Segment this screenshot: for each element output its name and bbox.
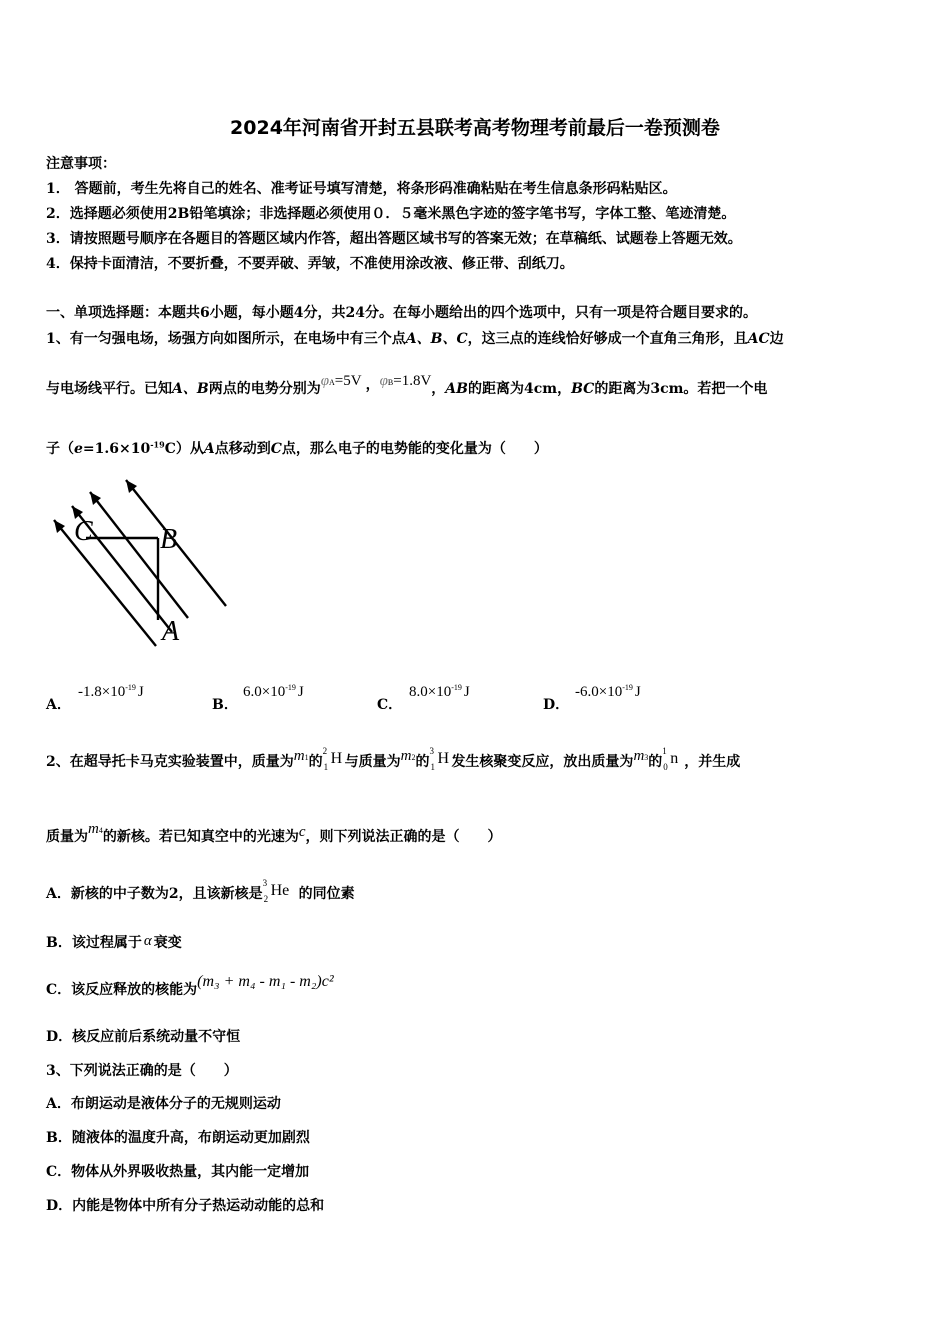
- q1-option-a[interactable]: [46, 694, 71, 714]
- page-title: 2024年河南省开封五县联考高考物理考前最后一卷预测卷: [230, 117, 720, 139]
- q2-stem-line1: [46, 748, 740, 776]
- text: ，并生成: [684, 754, 741, 770]
- q1-option-b-value: [243, 683, 304, 701]
- point-label: C: [270, 441, 282, 457]
- option-letter: D．: [543, 697, 570, 713]
- subscript: 3: [644, 753, 649, 762]
- unit: J: [297, 684, 304, 700]
- element: He: [270, 882, 290, 899]
- field-line: [90, 492, 188, 618]
- subscript: 4: [98, 826, 103, 835]
- label-a: A: [162, 616, 180, 647]
- points-label: A、B、C: [405, 331, 468, 347]
- label-c: C: [74, 516, 93, 547]
- energy-formula: (m₃ + m₄ - m₁ - m₂)c²: [197, 973, 334, 990]
- unit: J: [463, 684, 470, 700]
- q3-option-d[interactable]: D．内能是物体中所有分子热运动动能的总和: [46, 1198, 325, 1214]
- text: 点移动到: [214, 441, 271, 457]
- q2-option-d[interactable]: D．核反应前后系统动量不守恒: [46, 1029, 241, 1045]
- notice-item: 4．保持卡面清洁，不要折叠，不要弄破、弄皱，不准使用涂改液、修正带、刮纸刀。: [46, 256, 574, 272]
- text: ，则下列说法正确的是（ ）: [305, 829, 502, 845]
- text: C）从: [164, 441, 204, 457]
- text: 质量为: [46, 829, 88, 845]
- q2-stem-line2: [46, 821, 502, 846]
- notice-item: 2．选择题必须使用2B铅笔填涂；非选择题必须使用０．５毫米黑色字迹的签字笔书写，字体工整、笔迹清楚。: [46, 206, 736, 222]
- text: 点，那么电子的电势能的变化量为（ ）: [281, 441, 548, 457]
- text: ，: [365, 377, 380, 393]
- text: A．新核的中子数为2，且该新核是: [46, 886, 263, 902]
- subscript: A: [329, 378, 335, 387]
- m4-symbol: [88, 821, 103, 837]
- symbol: e: [74, 441, 83, 457]
- q1-option-d-value: [575, 683, 641, 701]
- m1-symbol: [294, 748, 309, 764]
- speed-of-light-symbol: c: [298, 824, 306, 840]
- q1-option-d[interactable]: [543, 694, 569, 714]
- mantissa: 6.0: [243, 684, 262, 700]
- mass-number: 1: [662, 746, 667, 756]
- unit: J: [137, 684, 144, 700]
- option-letter: C．: [377, 697, 403, 713]
- text: 的同位素: [298, 886, 355, 902]
- q1-option-c[interactable]: [377, 694, 402, 714]
- m: m: [633, 748, 645, 764]
- q2-option-b[interactable]: [46, 932, 182, 952]
- exponent: -19: [285, 683, 296, 692]
- text: 的距离为4cm，: [468, 381, 572, 397]
- segment-label: AC: [747, 331, 770, 347]
- value: =5V: [334, 373, 362, 389]
- m: m: [88, 821, 99, 837]
- mass-number: 3: [262, 878, 268, 888]
- phi-b-formula: φB=1.8V: [379, 373, 432, 389]
- tritium-symbol: [429, 748, 451, 776]
- m: m: [293, 748, 305, 764]
- q2-option-c[interactable]: [46, 973, 334, 999]
- times: ×10: [598, 684, 623, 700]
- subscript: 1: [304, 753, 309, 762]
- point-label: A: [203, 441, 215, 457]
- atomic-number: 1: [430, 762, 435, 772]
- atomic-number: 2: [263, 894, 269, 904]
- atomic-number: 1: [323, 762, 329, 772]
- notice-heading: 注意事项：: [46, 156, 116, 172]
- times: ×10: [261, 684, 286, 700]
- mass-number: 3: [429, 746, 434, 756]
- element: H: [330, 750, 343, 767]
- phi-a-formula: φA=5V: [320, 373, 362, 389]
- q1-option-c-value: [409, 683, 470, 701]
- text: ，这三点的连线恰好够成一个直角三角形，且: [467, 331, 748, 347]
- q1-stem-line1: [46, 328, 784, 348]
- unit: J: [634, 684, 641, 700]
- text: =1.6×10: [82, 441, 151, 457]
- text: 的: [415, 754, 430, 770]
- q1-stem-line3: [46, 438, 548, 458]
- element: H: [437, 750, 449, 767]
- q1-option-b[interactable]: [212, 694, 238, 714]
- text: 与质量为: [344, 754, 401, 770]
- m2-symbol: [401, 748, 416, 764]
- q3-option-b[interactable]: B．随液体的温度升高，布朗运动更加剧烈: [46, 1130, 310, 1146]
- q2-option-a[interactable]: [46, 880, 355, 908]
- mantissa: -6.0: [575, 684, 599, 700]
- text: 的新核。若已知真空中的光速为: [102, 829, 299, 845]
- deuterium-symbol: [323, 748, 345, 776]
- times: ×10: [427, 684, 452, 700]
- text: 2、在超导托卡马克实验装置中，质量为: [46, 754, 294, 770]
- text: 发生核聚变反应，放出质量为: [451, 754, 634, 770]
- q1-stem-line2: [46, 373, 768, 398]
- mantissa: 8.0: [409, 684, 428, 700]
- subscript: B: [387, 378, 394, 387]
- section-heading: 一、单项选择题：本题共6小题，每小题4分，共24分。在每小题给出的四个选项中，只有一项是符合题目要求的。: [46, 305, 757, 321]
- alpha-symbol: α: [143, 933, 152, 949]
- q1-option-a-value: [78, 683, 144, 701]
- text: 与电场线平行。已知: [46, 381, 172, 397]
- mass-number: 2: [322, 746, 328, 756]
- field-diagram: [40, 470, 240, 650]
- m: m: [400, 748, 412, 764]
- text: 的: [308, 754, 323, 770]
- segment-label: BC: [571, 381, 595, 397]
- text: 衰变: [153, 935, 182, 951]
- q3-stem: 3、下列说法正确的是（ ）: [46, 1063, 238, 1079]
- text: 边: [769, 331, 784, 347]
- times: ×10: [101, 684, 126, 700]
- neutron-symbol: [662, 748, 684, 776]
- text: 两点的电势分别为: [208, 381, 321, 397]
- text: 的: [648, 754, 663, 770]
- subscript: 2: [411, 753, 416, 762]
- atomic-number: 0: [663, 762, 668, 772]
- q3-option-c[interactable]: C．物体从外界吸收热量，其内能一定增加: [46, 1164, 310, 1180]
- exponent: -19: [622, 683, 633, 692]
- exponent: -19: [125, 683, 136, 692]
- text: 的距离为3cm。若把一个电: [594, 381, 768, 397]
- element: n: [670, 750, 679, 767]
- label-b: B: [160, 524, 178, 555]
- segment-label: AB: [445, 381, 468, 397]
- m3-symbol: [633, 748, 648, 764]
- points-label: A、B: [172, 381, 209, 397]
- text: C．该反应释放的核能为: [46, 982, 198, 998]
- exponent: -19: [451, 683, 462, 692]
- mantissa: -1.8: [78, 684, 102, 700]
- value: =1.8V: [393, 373, 432, 389]
- option-letter: A．: [46, 697, 71, 713]
- q3-option-a[interactable]: A．布朗运动是液体分子的无规则运动: [46, 1096, 281, 1112]
- option-letter: B．: [212, 697, 238, 713]
- text: ，: [431, 381, 446, 397]
- notice-item: 3．请按照题号顺序在各题目的答题区域内作答，超出答题区域书写的答案无效；在草稿纸、试题卷上答题无效。: [46, 231, 742, 247]
- text: 子（: [46, 441, 74, 457]
- notice-item: 1． 答题前，考生先将自己的姓名、准考证号填写清楚，将条形码准确粘贴在考生信息条形码粘贴区。: [46, 181, 677, 197]
- exponent: -19: [150, 439, 165, 450]
- text: 1、有一匀强电场，场强方向如图所示，在电场中有三个点: [46, 331, 406, 347]
- helium-symbol: [263, 880, 299, 908]
- text: B．该过程属于: [46, 935, 142, 951]
